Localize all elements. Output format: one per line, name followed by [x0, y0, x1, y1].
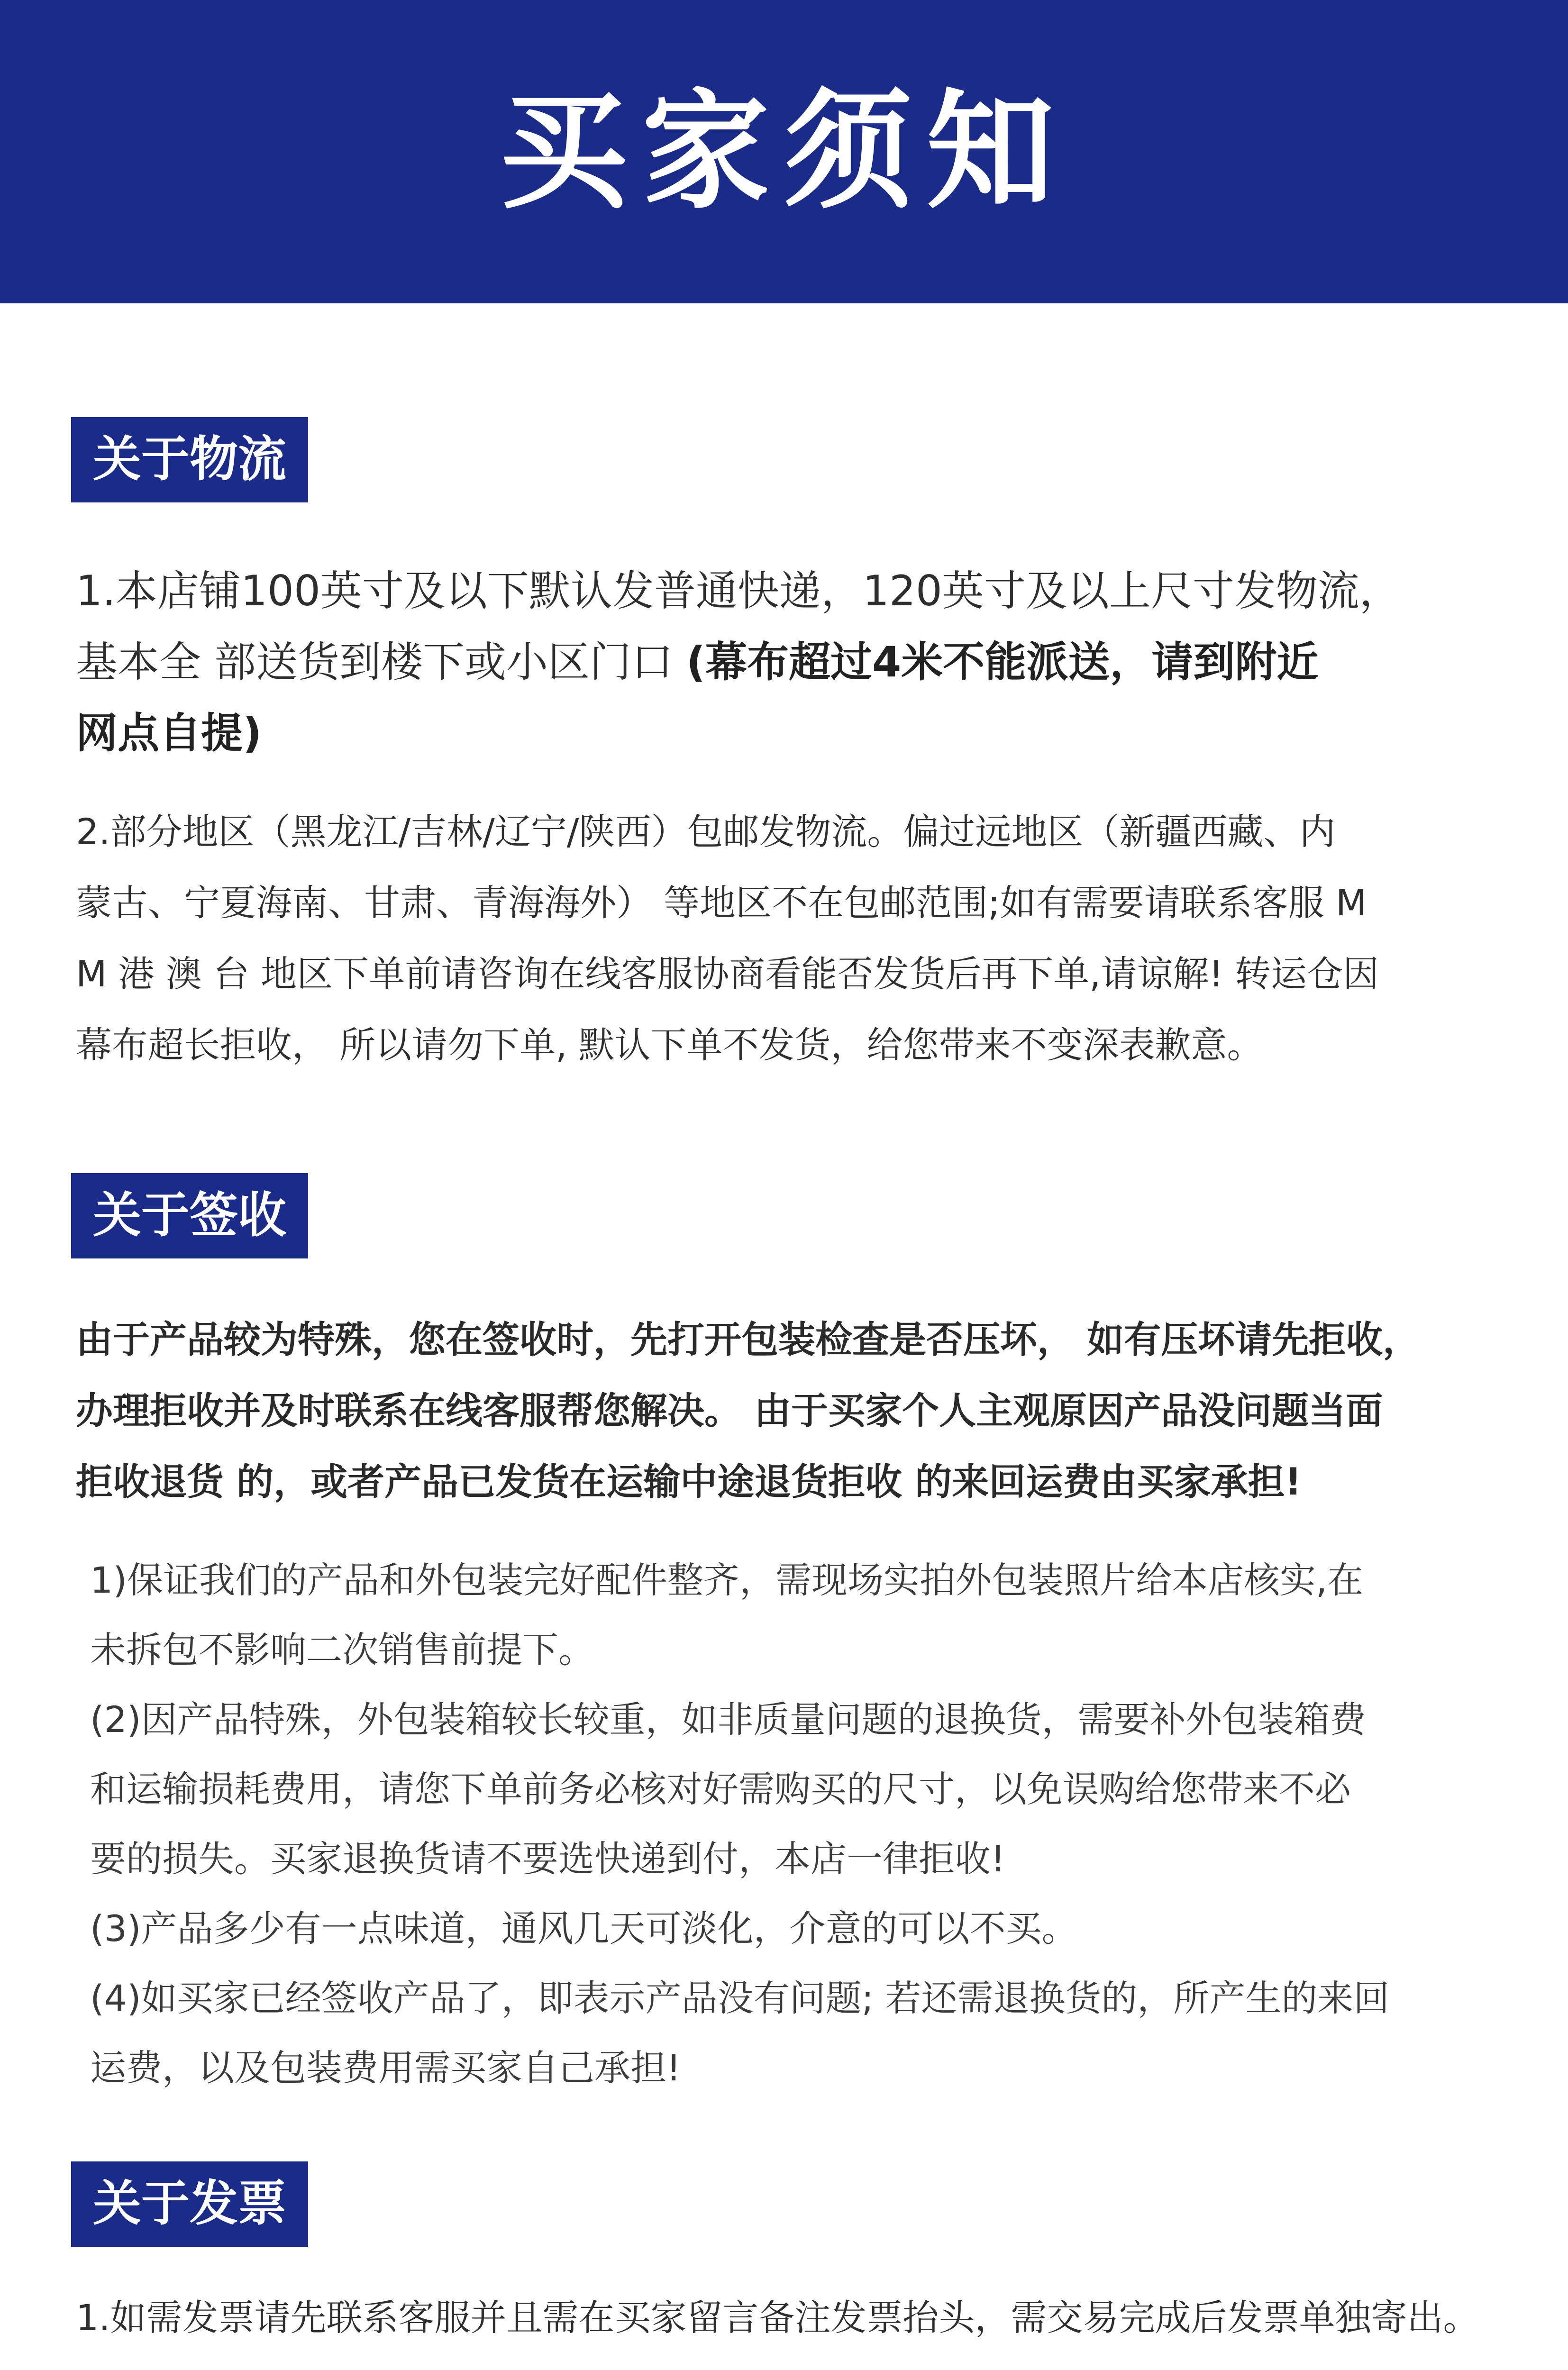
section-tag-invoice: 关于发票	[71, 2161, 308, 2247]
page-header	[0, 0, 1568, 303]
logistics-paragraph-1-text: 1.本店铺100英寸及以下默认发普通快递，120英寸及以上尺寸发物流， 基本全 部送货到楼下或小区门口	[76, 566, 1401, 686]
invoice-paragraph-1: 1.如需发票请先联系客服并且需在买家留言备注发票抬头，需交易完成后发票单独寄出。	[76, 2297, 1479, 2339]
receipt-paragraph-2: 1)保证我们的产品和外包装完好配件整齐，需现场实拍外包装照片给本店核实,在 未拆包不影响二次销售前提下。 (2)因产品特殊，外包装箱较长较重，如非质量问题的退换货，需要补外包装箱费 和运输损耗费用，请您下单前务必核对好需购买的尺寸，以免误购给您带来不必 要的损失。买家退换货请不要选快递到付，本店一律拒收! (3)产品多少有一点味道，通风几天可淡化，介意的可以不买。 (4)如买家已经签收产品了，即表示产品没有问题; 若还需退换货的，所产生的来回 运费，以及包装费用需买家自己承担!	[90, 1559, 1390, 2089]
logistics-paragraph-2: 2.部分地区（黑龙江/吉林/辽宁/陕西）包邮发物流。偏过远地区（新疆西藏、内 蒙古、宁夏海南、甘肃、青海海外） 等地区不在包邮范围;如有需要请联系客服 M M 港 澳 台 地区下单前请咨询在线客服协商看能否发货后再下单,请谅解! 转运仓因 幕布超长拒收， 所以请勿下单, 默认下单不发货，给您带来不变深表歉意。	[76, 811, 1379, 1066]
section-tag-receipt: 关于签收	[71, 1173, 308, 1258]
logistics-paragraph-1-highlight: (幕布超过4米不能派送，请到附近 网点自提)	[76, 638, 1319, 757]
logistics-paragraph-1	[76, 556, 1517, 769]
page-title: 买家须知	[500, 77, 1068, 226]
receipt-paragraph-1: 由于产品较为特殊，您在签收时，先打开包装检查是否压坏， 如有压坏请先拒收， 办理拒收并及时联系在线客服帮您解决。 由于买家个人主观原因产品没问题当面 拒收退货 的，或者产品已发货在运输中途退货拒收 的来回运费由买家承担!	[76, 1319, 1420, 1504]
section-tag-logistics: 关于物流	[71, 417, 308, 502]
